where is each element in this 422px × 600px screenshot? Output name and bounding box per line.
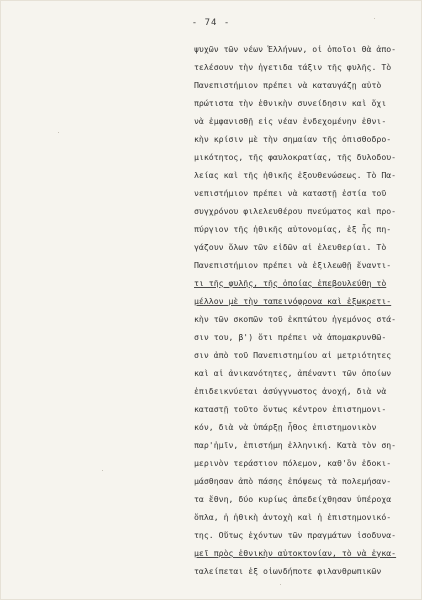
text-line — [194, 472, 408, 490]
text-line-content: γάζουν ὅλων τῶν εἰδῶν αἱ ἐλευθερίαι. Τὸ — [194, 242, 387, 252]
text-line-content: λείας καὶ τῆς ἠθικῆς ἐξουθενώσεως. Τὸ Πα- — [194, 170, 397, 180]
text-line-content: νεπιστήμιον πρέπει νὰ καταστῇ ἑστία τοῦ — [194, 188, 387, 198]
text-line — [194, 508, 408, 526]
paper-speck — [58, 132, 59, 133]
text-line — [194, 112, 408, 130]
text-line — [194, 166, 408, 184]
text-line — [194, 292, 408, 310]
text-line-content: πύργιον τῆς ἠθικῆς αὐτονομίας, ἐξ ἧς πη- — [194, 224, 392, 234]
text-line — [194, 184, 408, 202]
text-line-content: ταλείπεται ἐξ οἱωνδήποτε φιλανθρωπικῶν — [194, 566, 382, 576]
text-line — [194, 328, 408, 346]
text-line — [194, 364, 408, 382]
text-line-content: σιν ἀπὸ τοῦ Πανεπιστημίου αἱ μετριότητες — [194, 350, 392, 360]
page-number: - 74 - — [191, 18, 231, 28]
text-line-content: μικότητος, τῆς φαυλοκρατίας, τῆς δυλοδου- — [194, 152, 397, 162]
text-line — [194, 562, 408, 580]
text-line-content: νὰ ἐμφανισθῇ εἰς νέαν ἐνδεχομένην ἐθνι- — [194, 116, 387, 126]
text-line-content: ψυχῶν τῶν νέων Ἑλλήνων, οἱ ὁποῖοι θὰ ἀπο- — [194, 44, 397, 54]
text-line-content: τι τῆς φυλῆς, τῆς ὁποίας ἐπεβουλεύθη τὸ — [194, 278, 387, 288]
text-line — [194, 220, 408, 238]
text-line — [194, 418, 408, 436]
text-line-content: καταστῇ τοῦτο ὄντως κέντρον ἐπιστημονι- — [194, 404, 387, 414]
text-line-content: σιν του, β') ὅτι πρέπει νὰ ἀπομακρυνθῶ- — [194, 332, 387, 342]
text-line — [194, 76, 408, 94]
text-line — [194, 544, 408, 562]
text-line — [194, 58, 408, 76]
text-line-content: μέλλον μὲ τὴν ταπεινόφρονα καὶ ἐξωκρετι- — [194, 296, 392, 306]
text-line — [194, 346, 408, 364]
text-line — [194, 436, 408, 454]
text-line-content: μεῖ πρὸς ἐθνικὴν αὐτοκτονίαν, τὸ νὰ ἐγκα- — [194, 548, 397, 558]
text-line — [194, 238, 408, 256]
text-line — [194, 400, 408, 418]
text-line-content: της. Οὕτως ἐχόντων τῶν πραγμάτων ἰσοδυνα- — [194, 530, 397, 540]
text-line-content: συγχρόνου φιλελευθέρου πνεύματος καὶ προ- — [194, 206, 397, 216]
text-line-content: πρώτιστα τὴν ἐθνικὴν συνείδησιν καὶ ὄχι — [194, 98, 387, 108]
text-line — [194, 274, 408, 292]
paper-speck — [102, 470, 103, 471]
text-line-content: παρ'ἡμῖν, ἐπιστήμη ἑλληνική. Κατὰ τὸν ση- — [194, 440, 397, 450]
text-line-content: μάσθησαν ἀπὸ πάσης ἐπόψεως τὰ πολεμήσαν- — [194, 476, 392, 486]
text-line — [194, 202, 408, 220]
text-line — [194, 526, 408, 544]
text-line — [194, 94, 408, 112]
text-line-content: κὴν τῶν σκοπῶν τοῦ ἐκπτώτου ἡγεμόνος στά- — [194, 314, 397, 324]
text-line-content: καὶ αἱ ἀνικανότητες, ἀπέναντι τῶν ὁποίων — [194, 368, 392, 378]
text-line — [194, 130, 408, 148]
text-line-content: τα ἔθνη, δύο κυρίως ἀπεδείχθησαν ὑπέροχα — [194, 494, 392, 504]
text-line-content: ἐπιδεικνύεται ἀσύγγνωστος ἀνοχή, διὰ νὰ — [194, 386, 387, 396]
text-line-content: κὴν κρίσιν μὲ τὴν σημαίαν τῆς ὀπισθοδρο- — [194, 134, 392, 144]
text-line — [194, 382, 408, 400]
text-line-content: κόν, διὰ νὰ ὑπάρξῃ ἦθος ἐπιστημονικὸν — [194, 422, 377, 432]
text-line — [194, 490, 408, 508]
text-line-content: μερινὸν τεράστιον πόλεμον, καθ'ὃν ἐδοκι- — [194, 458, 392, 468]
text-line — [194, 310, 408, 328]
text-line — [194, 40, 408, 58]
text-line-content: τελέσουν τὴν ἡγετιδα τάξιν τῆς φυλῆς. Τὸ — [194, 62, 392, 72]
text-line — [194, 148, 408, 166]
text-line-content: Πανεπιστήμιον πρέπει νὰ καταυγάζῃ αὐτὸ — [194, 80, 382, 90]
text-line-content: Πανεπιστήμιον πρέπει νὰ ἐξιλεωθῇ ἔναντι- — [194, 260, 392, 270]
text-line — [194, 454, 408, 472]
paper-speck — [374, 18, 375, 19]
paper-speck — [280, 584, 281, 585]
text-line-content: ὅπλα, ἡ ἠθικὴ ἀντοχὴ καὶ ἡ ἐπιστημονικό- — [194, 512, 392, 522]
body-text — [194, 40, 408, 580]
text-line — [194, 256, 408, 274]
